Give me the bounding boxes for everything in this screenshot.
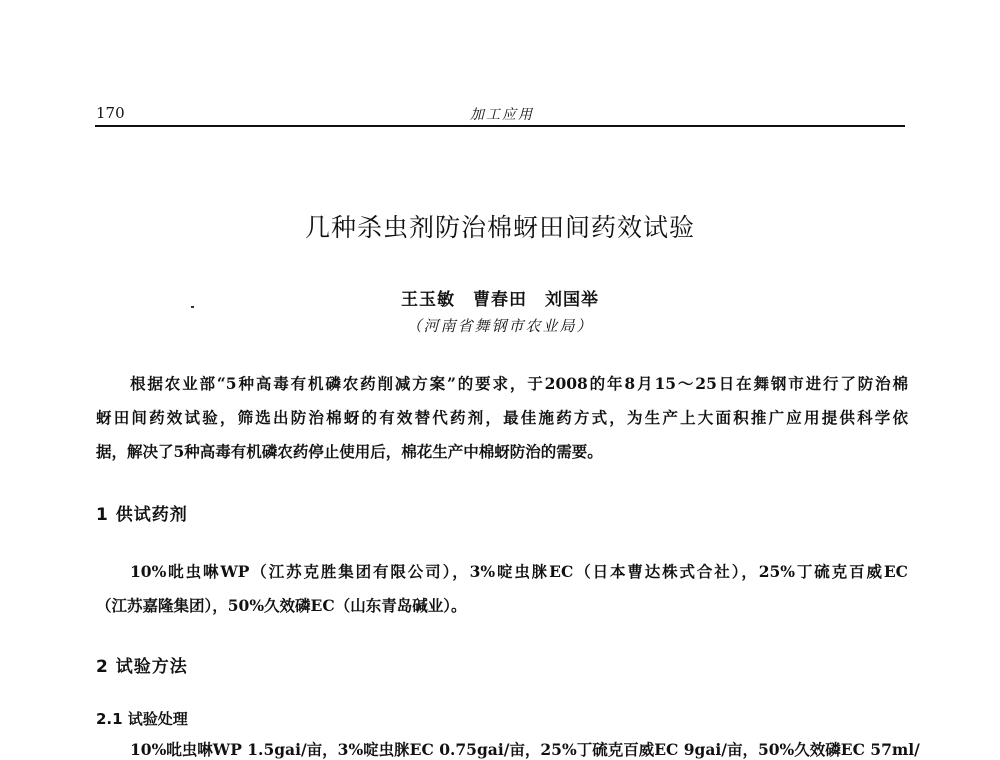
section-2-heading: 2 试验方法 [96,657,188,677]
section-2-1-heading: 2.1 试验处理 [96,710,188,728]
article-title: 几种杀虫剂防治棉蚜田间药效试验 [304,213,695,242]
affiliation: （河南省舞钢市农业局） [406,317,594,335]
intro-line-1: 根据农业部“5种高毒有机磷农药削减方案”的要求，于2008的年8月15～25日在舞钢市进行了防治棉 [130,374,908,393]
authors: 王玉敏 曹春田 刘国举 [401,290,599,310]
intro-line-3: 据，解决了5种高毒有机磷农药停止使用后，棉花生产中棉蚜防治的需要。 [96,442,603,461]
section-1-line-2: （江苏嘉隆集团），50%久效磷EC（山东青岛碱业）。 [96,596,467,615]
section-1-heading: 1 供试药剂 [96,505,188,525]
page-number: 170 [96,104,125,122]
section-1-line-1: 10%吡虫啉WP（江苏克胜集团有限公司），3%啶虫脒EC（日本曹达株式合社），25%丁硫克百威EC [130,562,908,581]
intro-line-2: 蚜田间药效试验，筛选出防治棉蚜的有效替代药剂，最佳施药方式，为生产上大面积推广应用提供科学依 [96,408,908,427]
stray-mark [191,306,194,308]
running-header: 加工应用 [470,107,534,123]
header-rule [95,125,905,127]
section-2-1-line-1: 10%吡虫啉WP 1.5gai/亩，3%啶虫脒EC 0.75gai/亩，25%丁硫克百威EC 9gai/亩，50%久效磷EC 57ml/ [130,740,920,759]
